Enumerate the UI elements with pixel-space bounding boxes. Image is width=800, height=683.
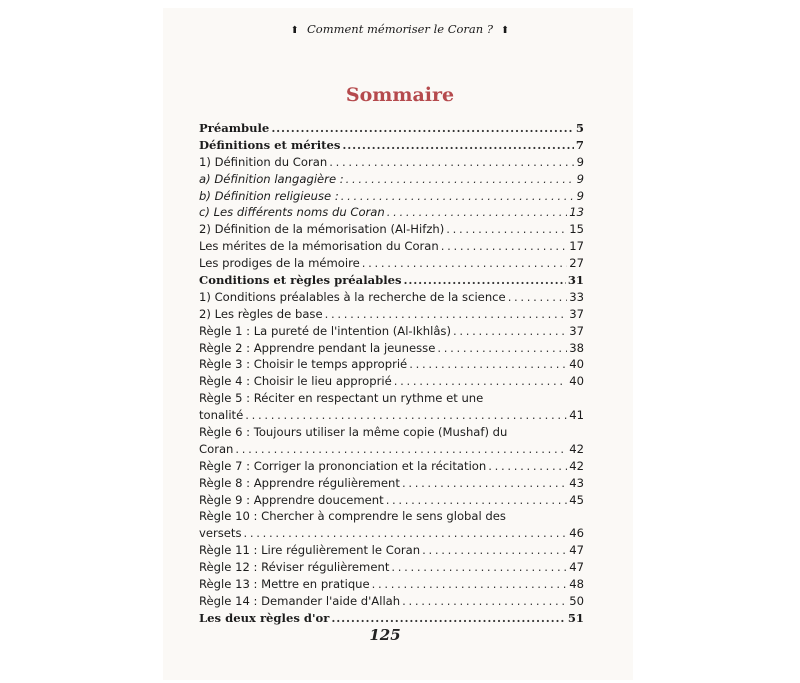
toc-entry: [199, 137, 584, 154]
toc-entry-label: 1) Conditions préalables à la recherche de la science: [199, 289, 506, 304]
toc-entry-page: 40: [569, 374, 584, 389]
table-of-contents: [199, 120, 584, 627]
dot-leader: [402, 475, 567, 492]
toc-entry: [199, 542, 584, 559]
dot-leader: [453, 323, 567, 340]
toc-entry-label-continuation: versets: [199, 526, 242, 541]
dot-leader: [342, 137, 574, 154]
toc-entry-label: Conditions et règles préalables: [199, 273, 402, 288]
toc-entry-label: b) Définition religieuse :: [199, 188, 339, 203]
dot-leader: [488, 458, 567, 475]
toc-entry: [199, 238, 584, 255]
toc-entry-page: 47: [569, 560, 584, 575]
page-number: 125: [369, 626, 401, 644]
running-header: [195, 22, 605, 36]
toc-entry-label-continuation: Coran: [199, 441, 234, 456]
ornament-left-icon: ⬆: [290, 25, 299, 36]
dot-leader: [386, 492, 568, 509]
toc-entry-label: Règle 6 : Toujours utiliser la même copie (Mushaf) du: [199, 425, 508, 440]
toc-entry-continuation: [199, 525, 584, 542]
dot-leader: [409, 356, 567, 373]
toc-entry-page: 7: [575, 137, 584, 152]
toc-entry-page: 13: [569, 205, 584, 220]
toc-entry-page: 37: [569, 306, 584, 321]
toc-entry-page: 31: [567, 273, 584, 288]
toc-entry-label: Règle 11 : Lire régulièrement le Coran: [199, 543, 421, 558]
toc-entry: [199, 458, 584, 475]
toc-entry-continuation: [199, 441, 584, 458]
toc-entry: [199, 492, 584, 509]
toc-entry: [199, 171, 584, 188]
dot-leader: [402, 593, 567, 610]
dot-leader: [341, 188, 575, 205]
toc-entry-page: 47: [569, 543, 584, 558]
toc-entry-label: Règle 13 : Mettre en pratique: [199, 577, 370, 592]
dot-leader: [329, 154, 574, 171]
running-header-text: Comment mémoriser le Coran ?: [306, 22, 494, 36]
toc-entry-page: 45: [569, 492, 584, 507]
dot-leader: [362, 255, 567, 272]
toc-entry-label: Règle 3 : Choisir le temps approprié: [199, 357, 408, 372]
toc-entry: [199, 221, 584, 238]
toc-entry: [199, 475, 584, 492]
dot-leader: [508, 289, 568, 306]
toc-entry-label: Règle 2 : Apprendre pendant la jeunesse: [199, 340, 436, 355]
dot-leader: [441, 238, 567, 255]
toc-entry-label: Définitions et mérites: [199, 137, 341, 152]
toc-entry-label: 1) Définition du Coran: [199, 154, 328, 169]
dot-leader: [422, 542, 567, 559]
toc-entry: [199, 356, 584, 373]
toc-entry-page: 48: [569, 577, 584, 592]
toc-entry-label-continuation: tonalité: [199, 408, 244, 423]
dot-leader: [387, 204, 567, 221]
toc-entry: [199, 576, 584, 593]
toc-entry: [199, 559, 584, 576]
toc-entry-page: 40: [569, 357, 584, 372]
toc-entry-page: 33: [569, 289, 584, 304]
toc-entry-label: 2) Définition de la mémorisation (Al-Hifzh): [199, 222, 445, 237]
toc-entry-label: a) Définition langagière :: [199, 171, 344, 186]
toc-entry-page: 42: [569, 458, 584, 473]
toc-entry: [199, 373, 584, 390]
dot-leader: [372, 576, 568, 593]
toc-entry-page: 27: [569, 256, 584, 271]
toc-entry-label: Règle 5 : Réciter en respectant un rythme et une: [199, 391, 484, 406]
toc-entry: [199, 188, 584, 205]
dot-leader: [325, 306, 568, 323]
toc-entry-label: Règle 1 : La pureté de l'intention (Al-Ikhlâs): [199, 323, 451, 338]
toc-entry-label: Règle 12 : Réviser régulièrement: [199, 560, 390, 575]
toc-entry-label: Les mérites de la mémorisation du Coran: [199, 239, 439, 254]
toc-entry-page: 15: [569, 222, 584, 237]
dot-leader: [244, 525, 568, 542]
toc-entry: [199, 289, 584, 306]
toc-entry: [199, 120, 584, 137]
toc-entry: [199, 593, 584, 610]
toc-entry-label: Préambule: [199, 121, 270, 135]
dot-leader: [437, 340, 567, 357]
toc-entry-label: Règle 10 : Chercher à comprendre le sens global des: [199, 509, 506, 524]
page-title: Sommaire: [345, 84, 455, 106]
dot-leader: [446, 221, 567, 238]
toc-entry-label: c) Les différents noms du Coran: [199, 205, 385, 220]
toc-entry-label: Règle 4 : Choisir le lieu approprié: [199, 374, 392, 389]
toc-entry-page: 9: [576, 171, 584, 186]
toc-entry-page: 17: [569, 239, 584, 254]
toc-entry-page: 38: [569, 340, 584, 355]
dot-leader: [331, 610, 565, 627]
toc-entry-page: 41: [569, 408, 584, 423]
dot-leader: [245, 407, 567, 424]
dot-leader: [391, 559, 567, 576]
toc-entry-page: 50: [569, 593, 584, 608]
dot-leader: [271, 120, 574, 137]
toc-entry: [199, 390, 584, 407]
toc-entry: [199, 255, 584, 272]
toc-entry: [199, 204, 584, 221]
toc-entry-page: 51: [567, 610, 584, 625]
dot-leader: [235, 441, 567, 458]
toc-entry-label: Règle 9 : Apprendre doucement: [199, 492, 384, 507]
dot-leader: [346, 171, 575, 188]
toc-entry: [199, 424, 584, 441]
toc-entry-page: 42: [569, 441, 584, 456]
toc-entry-label: Règle 7 : Corriger la prononciation et la récitation: [199, 458, 487, 473]
toc-entry: [199, 154, 584, 171]
toc-entry-label: Les prodiges de la mémoire: [199, 256, 360, 271]
toc-entry-page: 5: [575, 121, 584, 135]
toc-entry-page: 43: [569, 475, 584, 490]
toc-entry-label: Règle 14 : Demander l'aide d'Allah: [199, 593, 401, 608]
toc-entry-page: 9: [576, 188, 584, 203]
dot-leader: [404, 272, 566, 289]
toc-entry: [199, 323, 584, 340]
toc-entry-label: Les deux règles d'or: [199, 610, 330, 625]
toc-entry-label: 2) Les règles de base: [199, 306, 323, 321]
toc-entry: [199, 306, 584, 323]
toc-entry: [199, 272, 584, 289]
toc-entry-page: 37: [569, 323, 584, 338]
toc-entry-continuation: [199, 407, 584, 424]
dot-leader: [394, 373, 567, 390]
toc-entry: [199, 340, 584, 357]
toc-entry-label: Règle 8 : Apprendre régulièrement: [199, 475, 400, 490]
toc-entry: [199, 610, 584, 627]
toc-entry: [199, 508, 584, 525]
toc-entry-page: 46: [569, 526, 584, 541]
ornament-right-icon: ⬆: [501, 25, 510, 36]
toc-entry-page: 9: [576, 154, 584, 169]
